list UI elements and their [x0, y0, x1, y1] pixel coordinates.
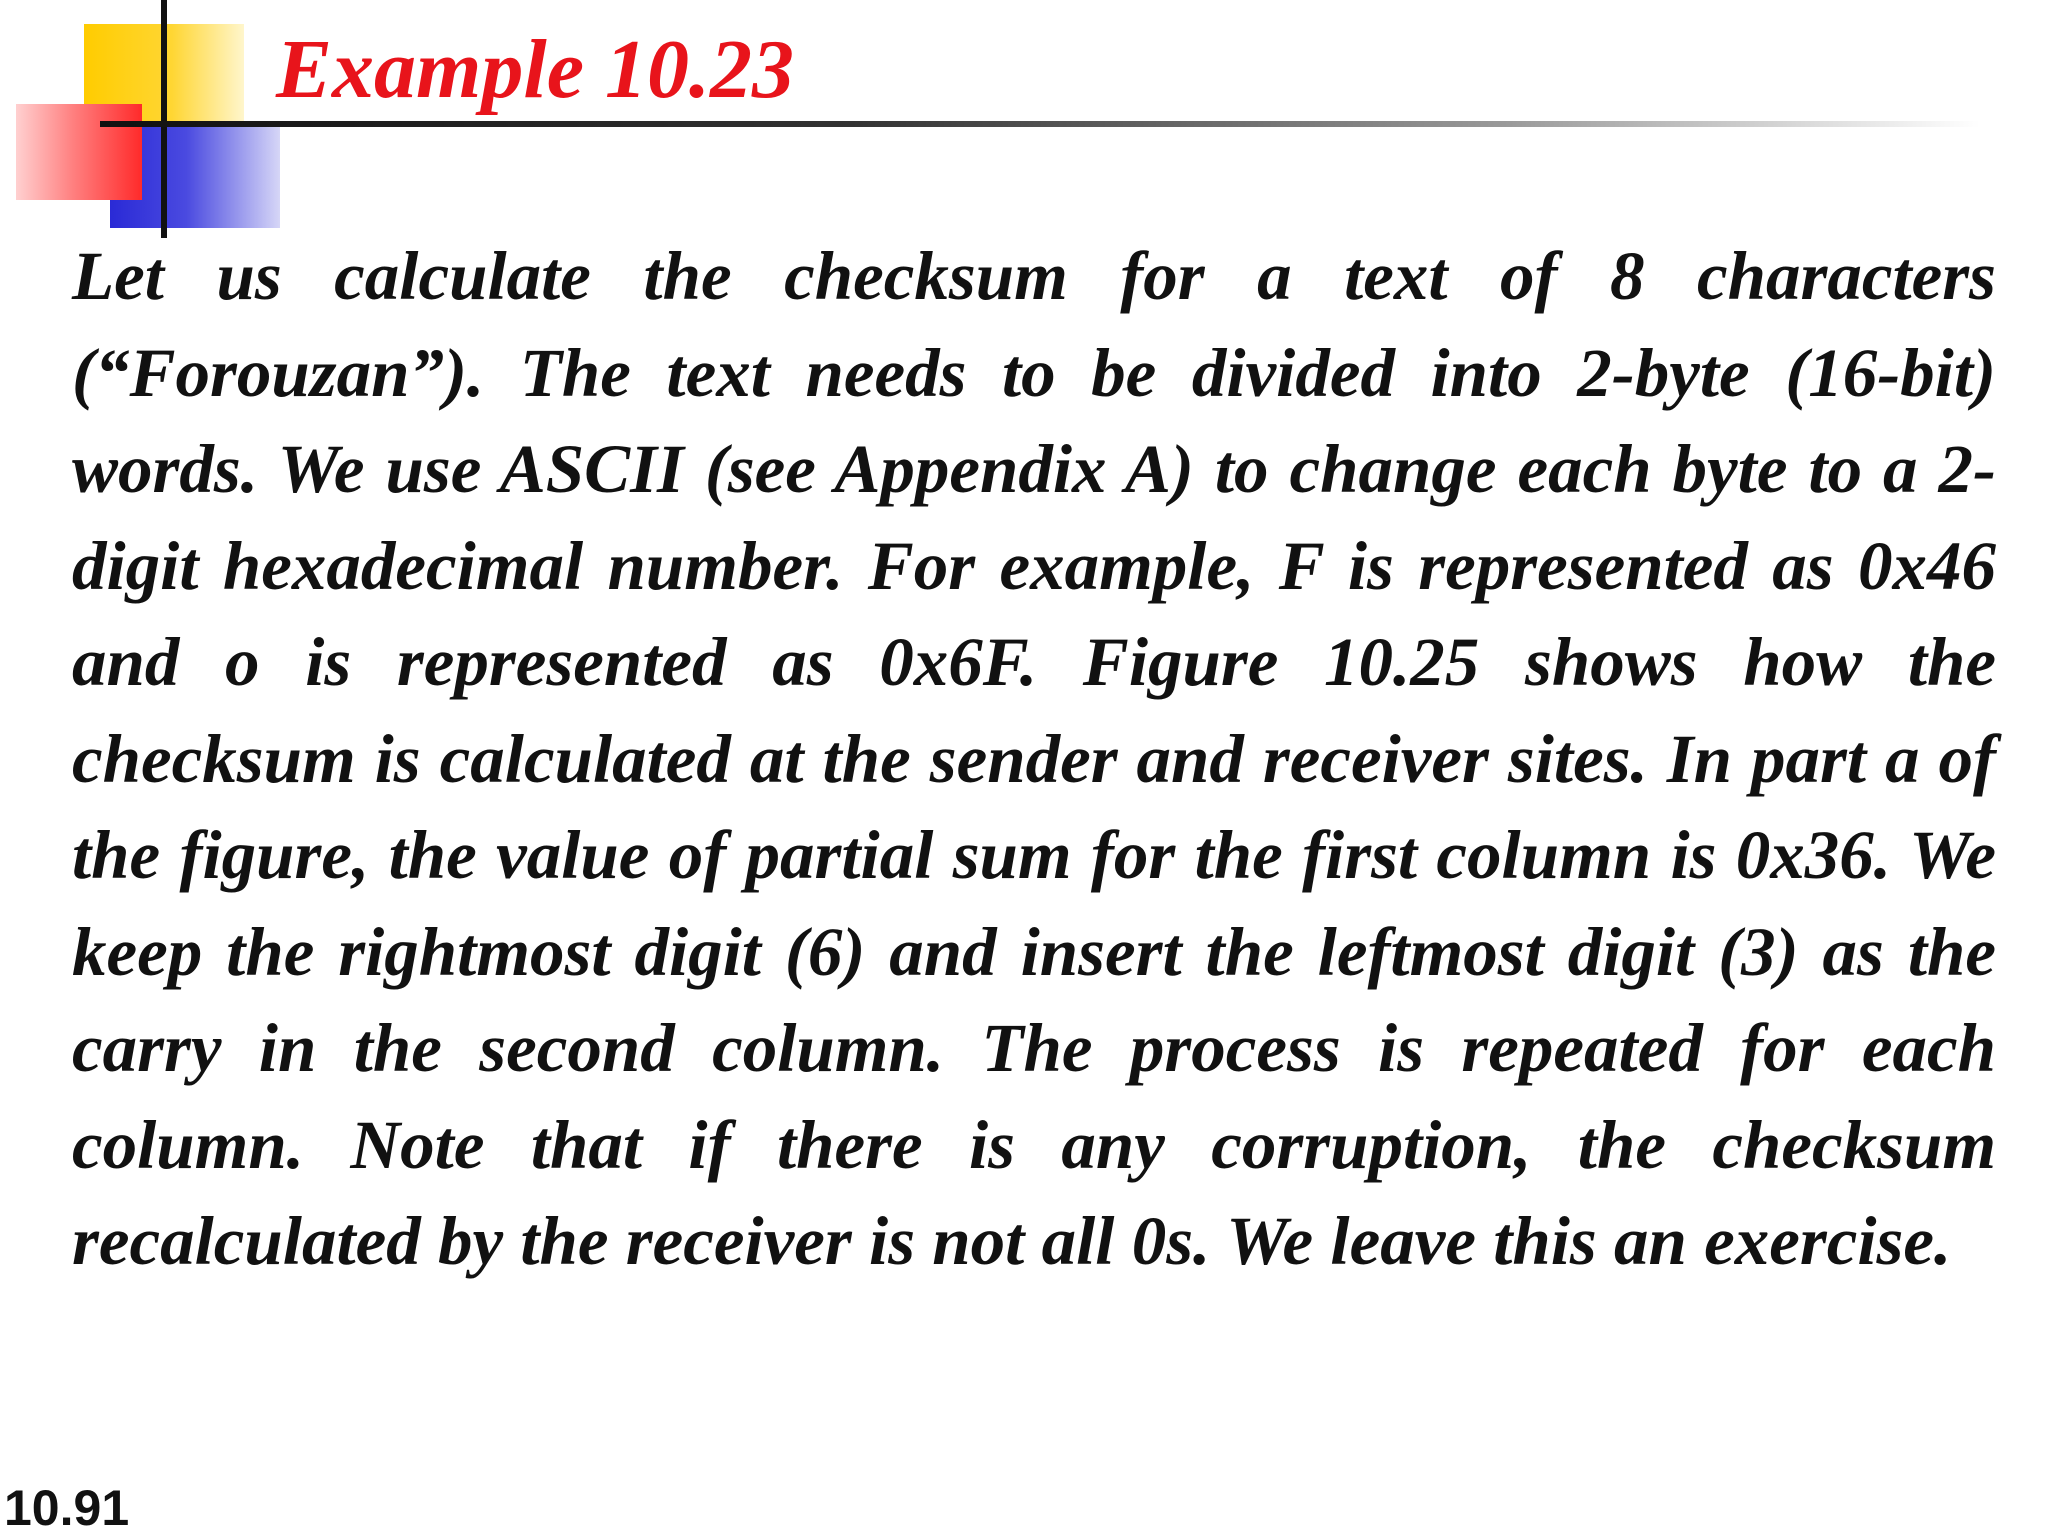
logo-red-square	[16, 104, 142, 200]
slide-body-text: Let us calculate the checksum for a text of 8 characters (“Forouzan”). The text needs to be divided into 2-byte (16-bit) words. We use ASCII (see Appendix A) to change each byte to a 2-digit hexadecimal number. For example, F is represented as 0x46 and o is represented as 0x6F. Figure 10.25 shows how the checksum is calculated at the sender and receiver sites. In part a of the figure, the value of partial sum for the first column is 0x36. We keep the rightmost digit (6) and insert the leftmost digit (3) as the carry in the second column. The process is repeated for each column. Note that if there is any corruption, the checksum recalculated by the receiver is not all 0s. We leave this an exercise.	[72, 238, 1996, 1279]
slide-logo-decoration	[0, 0, 300, 240]
title-underline-rule	[100, 121, 1980, 127]
slide-title: Example 10.23	[276, 23, 794, 116]
logo-vertical-rule	[161, 0, 167, 238]
page-number: 10.91	[4, 1480, 130, 1536]
